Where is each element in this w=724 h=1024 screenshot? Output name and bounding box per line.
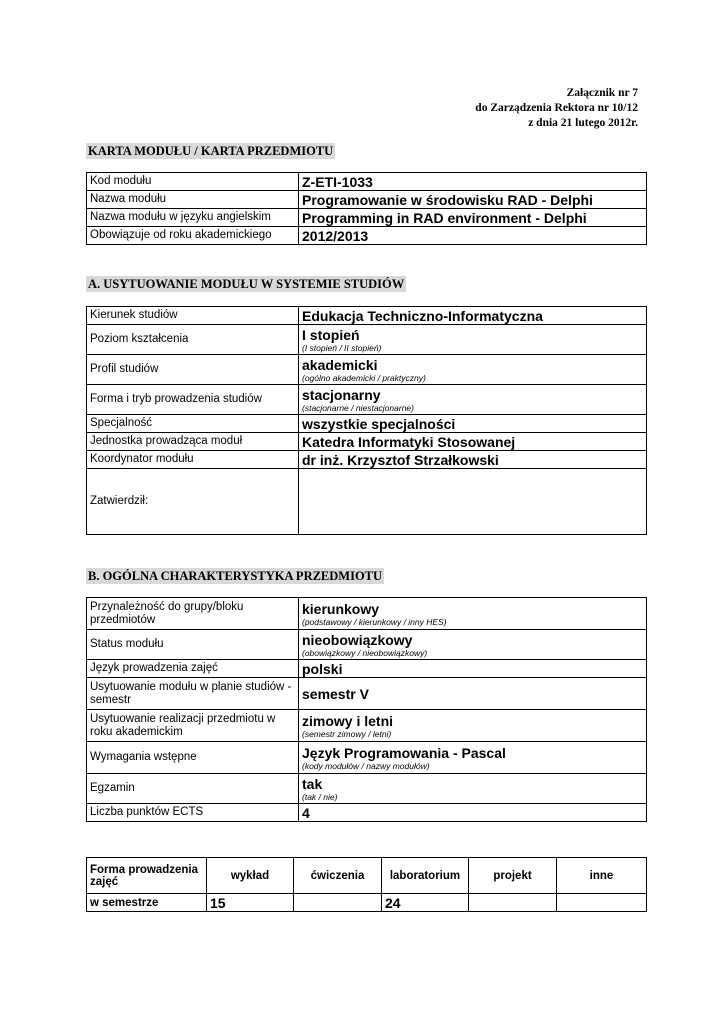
prerequisites-value: Język Programowania - Pascal	[302, 744, 506, 761]
realization-label: Usytuowanie realizacji przedmiotu w roku akademickim	[87, 710, 299, 742]
forms-value-lecture: 15	[207, 894, 294, 912]
forms-value-exercises	[294, 894, 382, 912]
group-cell	[299, 598, 647, 630]
approved-by-label: Zatwierdził:	[87, 469, 299, 535]
section-a-table	[86, 306, 647, 535]
level-hint: (I stopień / II stopień)	[302, 342, 382, 353]
academic-year-value: 2012/2013	[299, 227, 647, 245]
academic-year-label: Obowiązuje od roku akademickiego	[87, 227, 299, 245]
status-hint: (obowiązkowy / nieobowiązkowy)	[302, 647, 428, 658]
approved-by-cell	[299, 469, 647, 535]
study-mode-label: Forma i tryb prowadzenia studiów	[87, 385, 299, 415]
module-name-en-label: Nazwa modułu w języku angielskim	[87, 209, 299, 227]
forms-row-label: w semestrze	[87, 894, 207, 912]
forms-value-laboratory: 24	[382, 894, 469, 912]
exam-label: Egzamin	[87, 774, 299, 804]
exam-value: tak	[302, 775, 323, 792]
status-cell	[299, 630, 647, 660]
semester-value: semestr V	[299, 678, 647, 710]
ects-label: Liczba punktów ECTS	[87, 804, 299, 822]
study-mode-value: stacjonarny	[302, 386, 381, 403]
profile-label: Profil studiów	[87, 355, 299, 385]
realization-hint: (semestr zimowy / letni)	[302, 728, 392, 739]
ects-value: 4	[299, 804, 647, 822]
class-forms-table	[86, 857, 647, 912]
module-name-en-value: Programming in RAD environment - Delphi	[299, 209, 647, 227]
specialization-value: wszystkie specjalności	[299, 415, 647, 433]
module-code-value: Z-ETI-1033	[299, 173, 647, 191]
profile-hint: (ogólno akademicki / praktyczny)	[302, 372, 426, 383]
realization-value: zimowy i letni	[302, 712, 394, 729]
group-label: Przynależność do grupy/bloku przedmiotów	[87, 598, 299, 630]
section-b-heading: B. OGÓLNA CHARAKTERYSTYKA PRZEDMIOTU	[88, 569, 383, 583]
realization-cell	[299, 710, 647, 742]
group-value: kierunkowy	[302, 600, 380, 617]
group-hint: (podstawowy / kierunkowy / inny HES)	[302, 616, 447, 627]
forms-value-project	[469, 894, 557, 912]
forms-header-exercises: ćwiczenia	[294, 858, 382, 894]
module-name-value: Programowanie w środowisku RAD - Delphi	[299, 191, 647, 209]
attachment-line-2: do Zarządzenia Rektora nr 10/12	[475, 102, 638, 114]
forms-header-label: Forma prowadzenia zajęć	[87, 858, 207, 894]
field-of-study-value: Edukacja Techniczno-Informatyczna	[299, 307, 647, 325]
level-cell	[299, 325, 647, 355]
coordinator-label: Koordynator modułu	[87, 451, 299, 469]
attachment-line-1: Załącznik nr 7	[566, 87, 638, 99]
forms-header-laboratory: laboratorium	[382, 858, 469, 894]
status-value: nieobowiązkowy	[302, 631, 413, 648]
prerequisites-cell	[299, 742, 647, 774]
section-a-heading: A. USYTUOWANIE MODUŁU W SYSTEMIE STUDIÓW	[88, 277, 405, 291]
profile-value: akademicki	[302, 356, 378, 373]
attachment-line-3: z dnia 21 lutego 2012r.	[528, 117, 638, 129]
specialization-label: Specjalność	[87, 415, 299, 433]
unit-value: Katedra Informatyki Stosowanej	[299, 433, 647, 451]
study-mode-cell	[299, 385, 647, 415]
section-b-table	[86, 597, 647, 822]
field-of-study-label: Kierunek studiów	[87, 307, 299, 325]
profile-cell	[299, 355, 647, 385]
forms-header-project: projekt	[469, 858, 557, 894]
level-value: I stopień	[302, 326, 360, 343]
semester-label: Usytuowanie modułu w planie studiów - semestr	[87, 678, 299, 710]
document-title: KARTA MODUŁU / KARTA PRZEDMIOTU	[88, 144, 334, 158]
unit-label: Jednostka prowadząca moduł	[87, 433, 299, 451]
study-mode-hint: (stacjonarne / niestacjonarne)	[302, 402, 414, 413]
module-info-table	[86, 172, 647, 245]
prerequisites-hint: (kody modułów / nazwy modułów)	[302, 760, 430, 771]
prerequisites-label: Wymagania wstępne	[87, 742, 299, 774]
module-name-label: Nazwa modułu	[87, 191, 299, 209]
exam-cell	[299, 774, 647, 804]
exam-hint: (tak / nie)	[302, 791, 338, 802]
status-label: Status modułu	[87, 630, 299, 660]
forms-header-lecture: wykład	[207, 858, 294, 894]
forms-header-other: inne	[557, 858, 647, 894]
level-label: Poziom kształcenia	[87, 325, 299, 355]
language-label: Język prowadzenia zajęć	[87, 660, 299, 678]
forms-value-other	[557, 894, 647, 912]
module-code-label: Kod modułu	[87, 173, 299, 191]
language-value: polski	[299, 660, 647, 678]
attachment-note	[475, 86, 638, 131]
coordinator-value: dr inż. Krzysztof Strzałkowski	[299, 451, 647, 469]
